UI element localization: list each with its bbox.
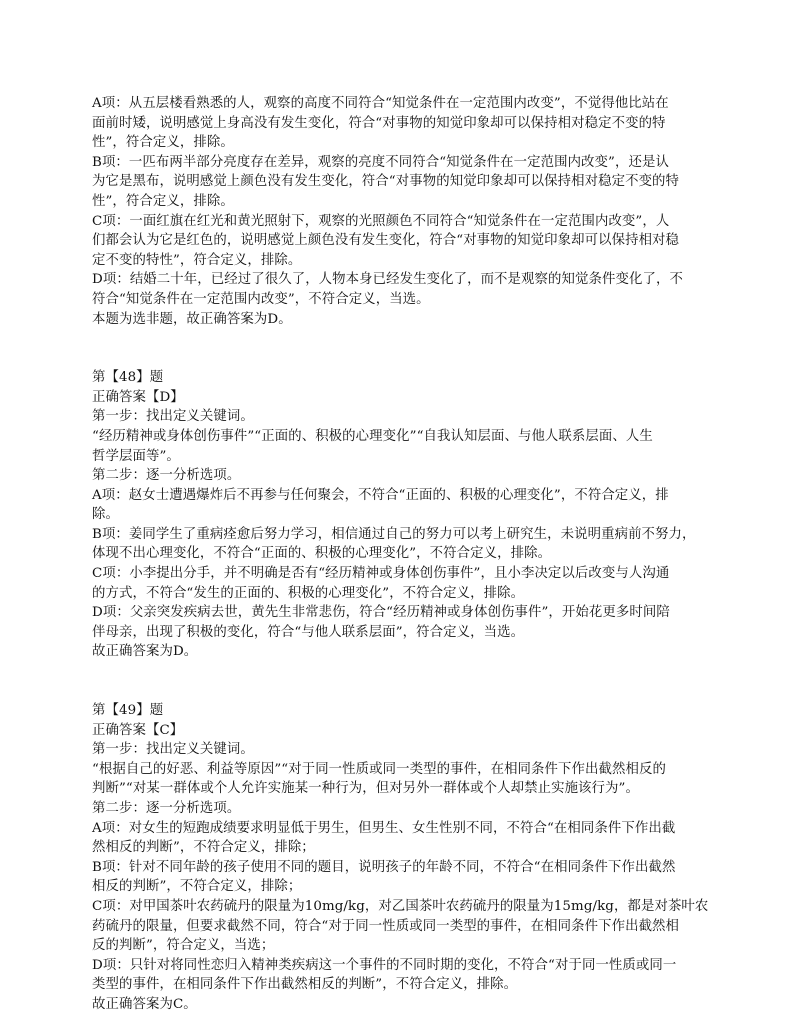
section-gap [92,662,710,701]
correct-answer: 正确答案【C】 [92,722,184,738]
text-line: 除。 [92,507,119,523]
section-gap [92,329,710,368]
text-line: 体现不出心理变化，不符合“正面的、积极的心理变化”，不符合定义，排除。 [92,546,552,562]
text-line: 符合“知觉条件在一定范围内改变”，不符合定义，当选。 [92,291,430,307]
text-line: 然相反的判断”，不符合定义，排除； [92,840,315,856]
section-47-analysis [92,94,710,329]
text-line: 性”，符合定义，排除。 [92,135,234,151]
text-line: 为它是黑布，说明感觉上颜色没有发生变化，符合“对事物的知觉印象却可以保持相对稳定不变的特 [92,174,680,190]
text-line: C项：小李提出分手，并不明确是否有“经历精神或身体创伤事件”，且小李决定以后改变与人沟通 [92,566,670,582]
text-line: B项：针对不同年龄的孩子使用不同的题目，说明孩子的年龄不同，不符合“在相同条件下作出截然 [92,859,676,875]
text-line: 类型的事件，在相同条件下作出截然相反的判断”，不符合定义，排除。 [92,977,518,993]
section-49 [92,701,710,1015]
text-line: 药硫丹的限量，但要求截然不同，符合“对于同一性质或同一类型的事件，在相同条件下作出截然相 [92,918,680,934]
text-line: D项：父亲突发疾病去世，黄先生非常悲伤，符合“经历精神或身体创伤事件”，开始花更多时间陪 [92,605,670,621]
text-line: “根据自己的好恶、利益等原因”“对于同一性质或同一类型的事件，在相同条件下作出截然相反的 [92,761,666,777]
text-line: 哲学层面等”。 [92,448,180,464]
text-line: D项：结婚二十年，已经过了很久了，人物本身已经发生变化了，而不是观察的知觉条件变化了，不 [92,272,683,288]
conclusion-line: 故正确答案为D。 [92,644,198,660]
text-line: D项：只针对将同性恋归入精神类疾病这一个事件的不同时期的变化，不符合“对于同一性质或同一 [92,957,677,973]
text-line: B项：一匹布两半部分亮度存在差异，观察的亮度不同符合“知觉条件在一定范围内改变”，还是认 [92,154,669,170]
text-line: 反的判断”，符合定义，当选； [92,938,275,954]
text-line: 第二步：逐一分析选项。 [92,468,241,484]
text-line: C项：对甲国茶叶农药硫丹的限量为10mg/kg，对乙国茶叶农药硫丹的限量为15mg/kg，都是对茶叶农 [92,898,709,914]
text-line: A项：赵女士遭遇爆炸后不再参与任何聚会，不符合“正面的、积极的心理变化”，不符合定义，排 [92,487,669,503]
text-line: B项：姜同学生了重病痊愈后努力学习，相信通过自己的努力可以考上研究生，未说明重病前不努力， [92,526,696,542]
text-line: 相反的判断”，不符合定义，排除； [92,879,302,895]
text-line: A项：对女生的短跑成绩要求明显低于男生，但男生、女生性别不同，不符合“在相同条件下作出截 [92,820,676,836]
text-line: 第一步：找出定义关键词。 [92,409,254,425]
conclusion-line: 故正确答案为C。 [92,996,197,1012]
text-line: 判断”“对某一群体或个人允许实施某一种行为，但对另外一群体或个人却禁止实施该行为”。 [92,781,639,797]
text-line: 的方式，不符合“发生的正面的、积极的心理变化”，不符合定义，排除。 [92,585,525,601]
text-line: 伴母亲，出现了积极的变化，符合“与他人联系层面”，符合定义，当选。 [92,624,525,640]
text-line: 们都会认为它是红色的，说明感觉上颜色没有发生变化，符合“对事物的知觉印象却可以保持相对稳 [92,233,680,249]
conclusion-line: 本题为选非题，故正确答案为D。 [92,311,292,327]
question-number: 第【48】题 [92,370,164,386]
document-page [92,94,710,1015]
text-line: 面前时矮，说明感觉上身高没有发生变化，符合“对事物的知觉印象却可以保持相对稳定不变的特 [92,115,666,131]
text-line: 性”，符合定义，排除。 [92,193,234,209]
text-line: C项：一面红旗在红光和黄光照射下，观察的光照颜色不同符合“知觉条件在一定范围内改变”，人 [92,213,670,229]
text-line: 第一步：找出定义关键词。 [92,742,254,758]
section-48 [92,368,710,662]
correct-answer: 正确答案【D】 [92,389,184,405]
question-number: 第【49】题 [92,703,164,719]
text-line: 定不变的特性”，符合定义，排除。 [92,252,302,268]
text-line: A项：从五层楼看熟悉的人，观察的高度不同符合“知觉条件在一定范围内改变”，不觉得他比站在 [92,96,669,111]
text-line: 第二步：逐一分析选项。 [92,801,241,816]
text-line: “经历精神或身体创伤事件”“正面的、积极的心理变化”“自我认知层面、与他人联系层面、人生 [92,428,653,444]
